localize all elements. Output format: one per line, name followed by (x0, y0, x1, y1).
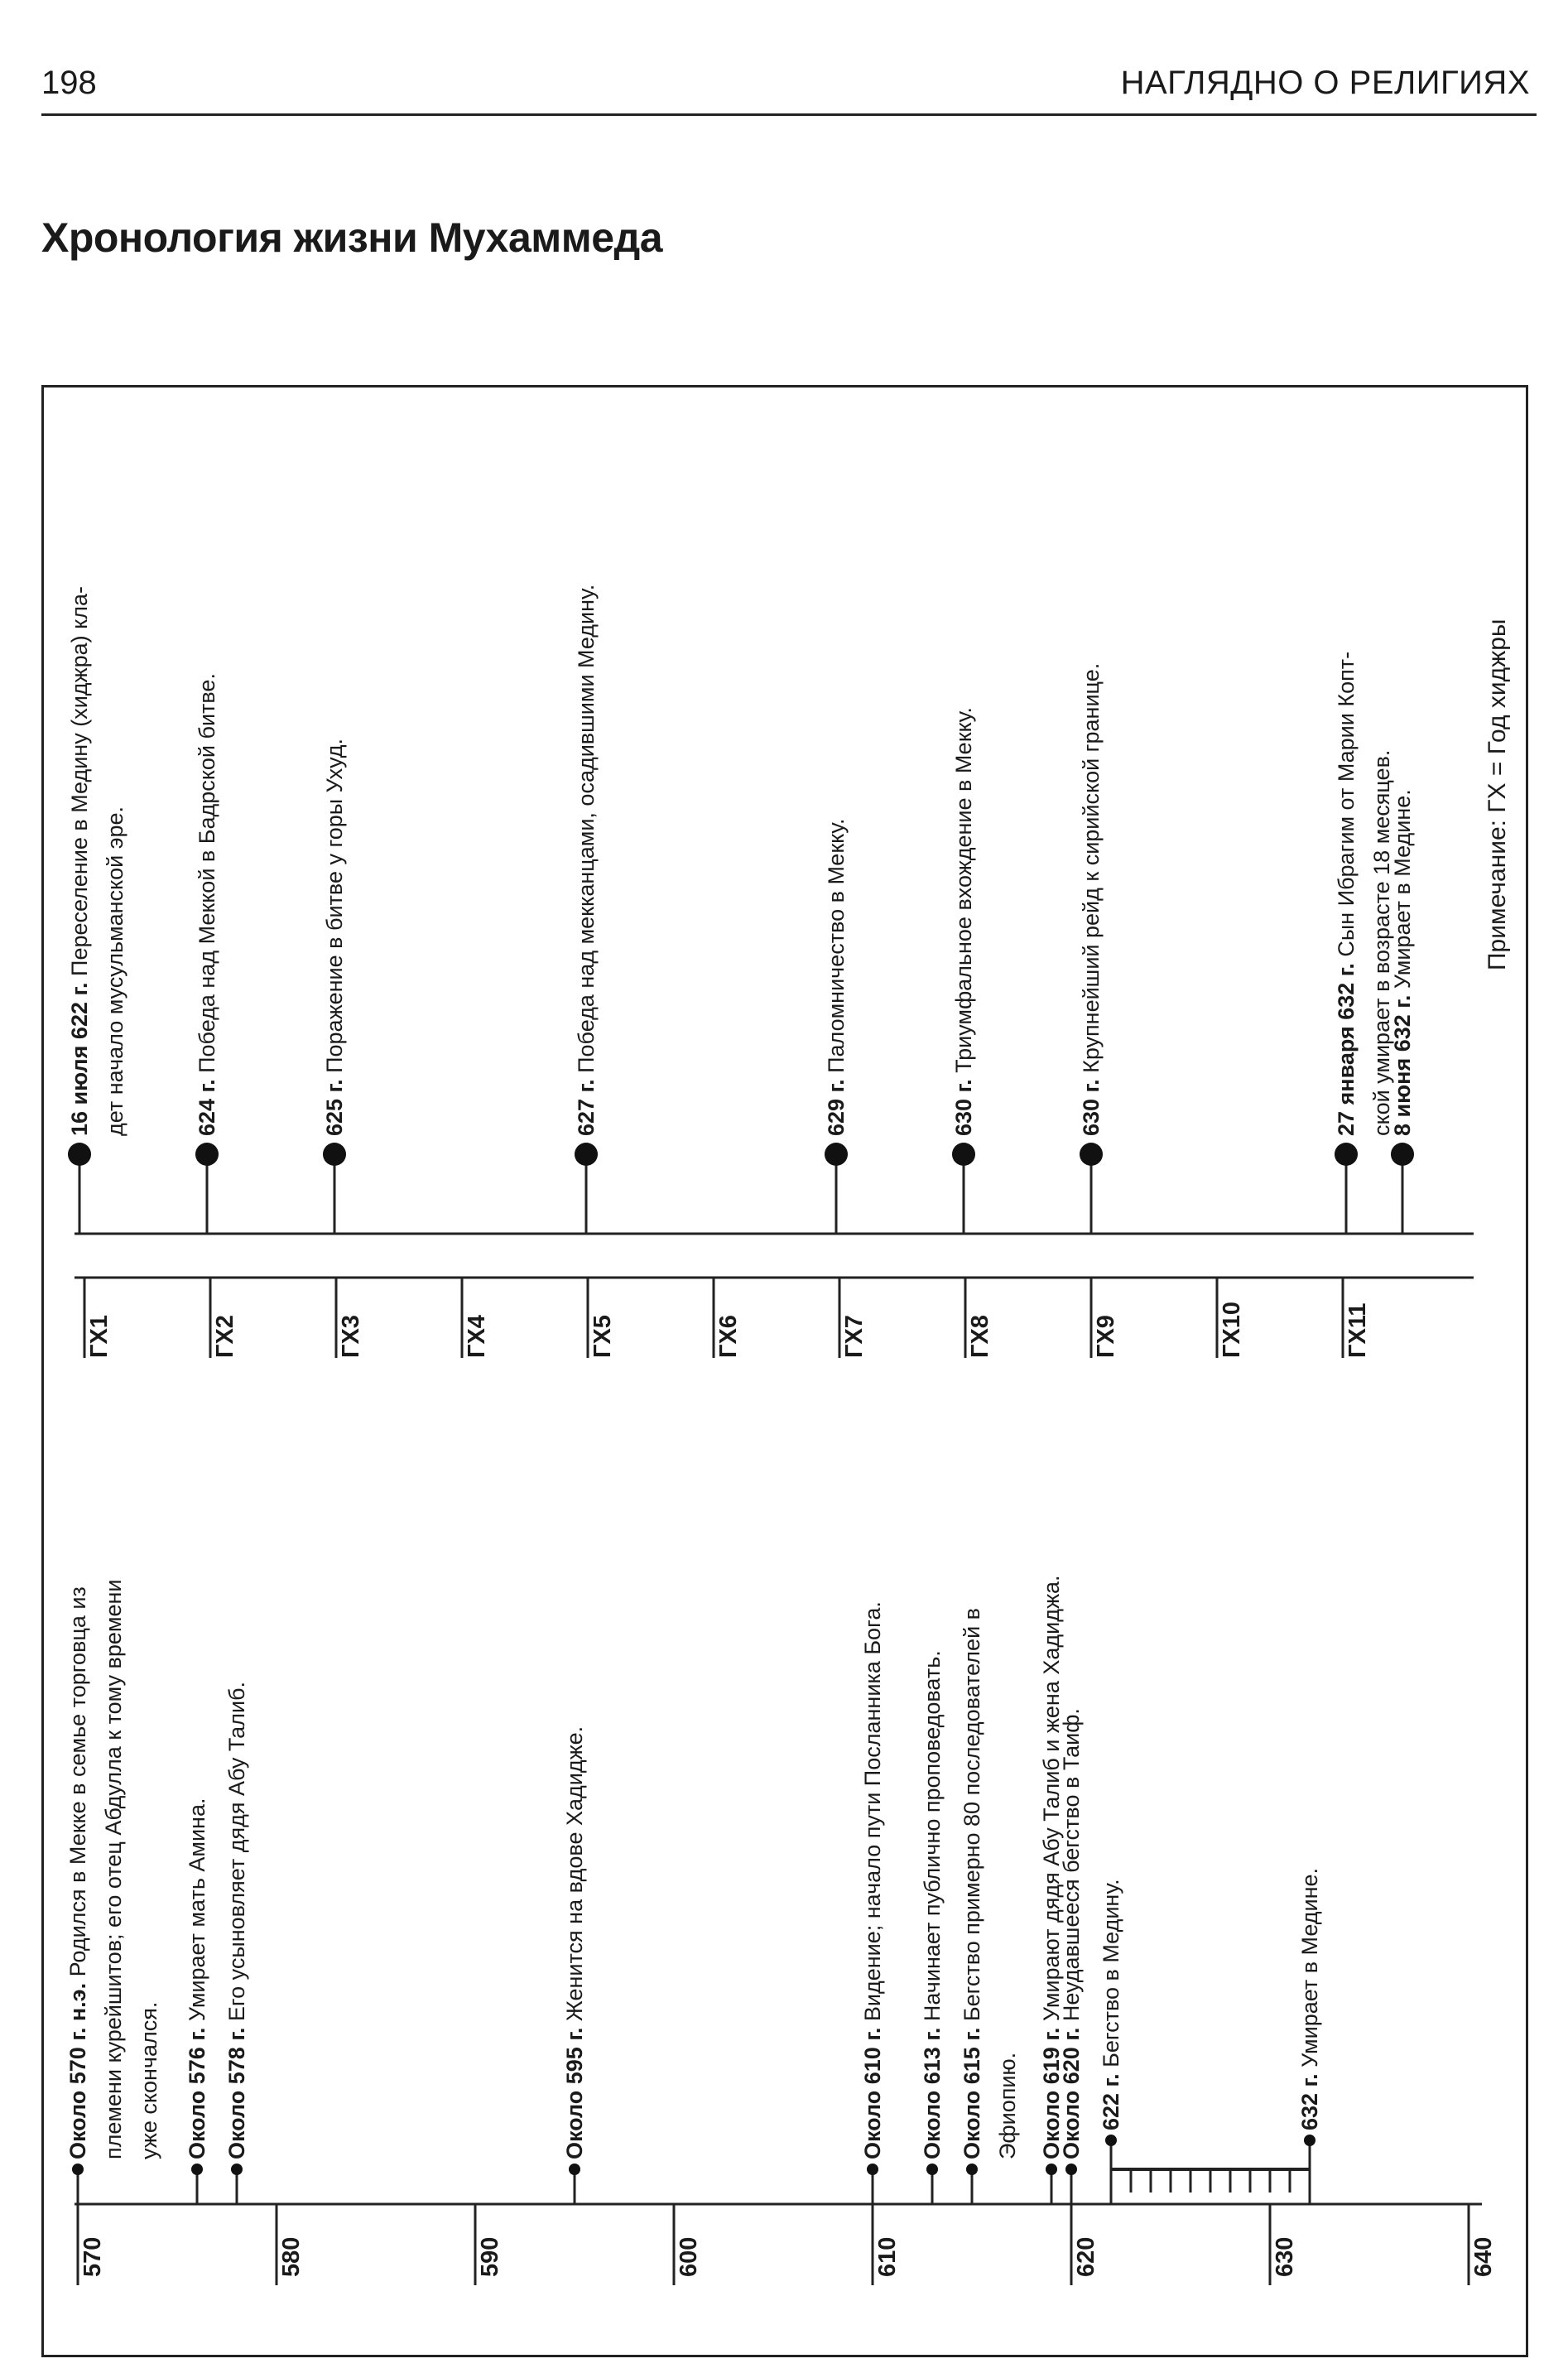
event-dot (575, 1143, 598, 1166)
event-dot (1391, 1143, 1414, 1166)
event-text: Неудавшееся бегство в Таиф. (1059, 1708, 1084, 2028)
event-date: 27 января 632 г. (1334, 963, 1359, 1136)
event-text: Видение; начало пути Посланника Бога. (860, 1601, 885, 2028)
note-text: Примечание: ГХ = Год хиджры (1484, 619, 1511, 970)
event-text: Паломничество в Мекку. (824, 818, 849, 1080)
year-event (1094, 1879, 1129, 2130)
event-text: Победа над мекканцами, осадившими Медину. (574, 584, 599, 1080)
event-text: Бегство в Медину. (1099, 1879, 1123, 2074)
event-text-continued: дет начало мусульманской эре. (103, 806, 127, 1136)
event-date: 627 г. (574, 1079, 599, 1136)
event-text: Переселение в Медину (хиджра) кла- (67, 586, 92, 983)
hijri-tick-label: ГХ7 (841, 1315, 868, 1358)
event-text: Триумфальное вхождение в Мекку. (951, 707, 976, 1080)
event-dot (1304, 2135, 1315, 2146)
event-date: Около 595 г. (562, 2027, 587, 2159)
year-event (557, 1726, 593, 2159)
year-event (955, 1608, 1026, 2159)
event-text: Родился в Мекке в семье торговца из (65, 1586, 90, 1983)
event-dot (1065, 2164, 1077, 2175)
event-text: Победа над Меккой в Бадрской битве. (195, 673, 219, 1080)
event-dot (231, 2164, 243, 2175)
year-tick-label: 630 (1272, 2236, 1298, 2277)
event-text: Его усыновляет дядя Абу Талиб. (224, 1681, 249, 2028)
event-date: Около 620 г. (1059, 2027, 1084, 2159)
page-title: Хронология жизни Мухаммеда (41, 214, 663, 261)
event-date: 8 июня 632 г. (1390, 994, 1415, 1136)
event-dot (569, 2164, 580, 2175)
event-date: Около 570 г. н.э. (65, 1982, 90, 2159)
year-event (60, 1580, 167, 2159)
event-text: Умирает в Медине. (1297, 1867, 1322, 2074)
hijri-event (1074, 663, 1109, 1136)
hijri-tick-label: ГХ3 (338, 1315, 364, 1358)
hijri-event (190, 673, 225, 1136)
event-dot (966, 2164, 978, 2175)
hijri-event (819, 818, 854, 1136)
hijri-tick-label: ГХ10 (1219, 1301, 1245, 1358)
event-dot (1335, 1143, 1358, 1166)
hijri-tick-label: ГХ6 (715, 1315, 742, 1358)
year-event (1054, 1708, 1089, 2159)
event-dot (1105, 2135, 1117, 2146)
event-text: Женится на вдове Хадидже. (562, 1726, 587, 2028)
event-dot (68, 1143, 91, 1166)
hijri-event (62, 586, 133, 1136)
event-text: Крупнейший рейд к сирийской границе. (1079, 662, 1104, 1080)
event-text-continued: ской умирает в возрасте 18 месяцев. (1369, 749, 1394, 1136)
event-date: Около 613 г. (920, 2027, 945, 2159)
event-date: Около 610 г. (860, 2027, 885, 2159)
event-dot (926, 2164, 938, 2175)
event-date: 622 г. (1099, 2073, 1123, 2130)
running-header: НАГЛЯДНО О РЕЛИГИЯХ (1120, 65, 1530, 101)
hijri-tick-label: ГХ9 (1093, 1315, 1119, 1358)
event-date: 16 июля 622 г. (67, 982, 92, 1136)
event-text: Поражение в битве у горы Ухуд. (322, 739, 347, 1080)
hijri-tick-label: ГХ4 (464, 1315, 490, 1358)
event-text: Умирают дядя Абу Талиб и жена Хадиджа. (1039, 1575, 1064, 2028)
year-tick-label: 640 (1470, 2236, 1497, 2277)
event-dot (191, 2164, 203, 2175)
hijri-event (317, 739, 353, 1136)
event-date: Около 576 г. (185, 2027, 209, 2159)
event-date: 625 г. (322, 1079, 347, 1136)
hijri-event (946, 707, 982, 1136)
event-text-continued: племени курейшитов; его отец Абдулла к тому времени (101, 1579, 126, 2159)
event-date: 630 г. (1079, 1079, 1104, 1136)
page-number: 198 (41, 65, 97, 101)
event-date: Около 578 г. (224, 2027, 249, 2159)
event-date: Около 615 г. (960, 2027, 984, 2159)
year-tick-label: 610 (874, 2236, 901, 2277)
event-text: Умирает мать Амина. (185, 1798, 209, 2028)
hijri-tick-label: ГХ2 (212, 1315, 238, 1358)
hijri-tick-label: ГХ11 (1344, 1302, 1371, 1358)
year-tick-label: 620 (1073, 2236, 1099, 2277)
year-event (180, 1798, 215, 2159)
event-dot (195, 1143, 219, 1166)
event-dot (952, 1143, 975, 1166)
hijri-tick-label: ГХ8 (967, 1315, 993, 1358)
year-tick-label: 570 (79, 2236, 106, 2277)
event-date: Около 619 г. (1039, 2027, 1064, 2159)
event-date: 624 г. (195, 1079, 219, 1136)
event-dot (1046, 2164, 1057, 2175)
event-text-continued: Эфиопию. (995, 2052, 1020, 2159)
year-event (915, 1650, 950, 2159)
event-text: Умирает в Медине. (1390, 789, 1415, 995)
event-dot (1080, 1143, 1103, 1166)
year-tick-label: 580 (278, 2236, 305, 2277)
event-dot (825, 1143, 848, 1166)
event-date: 629 г. (824, 1079, 849, 1136)
hijri-tick-label: ГХ1 (86, 1315, 113, 1358)
event-text-continued: уже скончался. (137, 2001, 161, 2159)
event-text: Начинает публично проповедовать. (920, 1650, 945, 2028)
event-date: 630 г. (951, 1079, 976, 1136)
year-tick-label: 590 (477, 2236, 503, 2277)
hijri-tick-label: ГХ5 (589, 1315, 616, 1358)
event-text: Бегство примерно 80 последователей в (960, 1608, 984, 2028)
year-event (855, 1601, 891, 2159)
event-dot (867, 2164, 878, 2175)
event-date: 632 г. (1297, 2073, 1322, 2130)
event-text: Сын Ибрагим от Марии Копт- (1334, 651, 1359, 964)
year-event (1292, 1868, 1328, 2130)
year-tick-label: 600 (676, 2236, 702, 2277)
event-dot (72, 2164, 84, 2175)
event-dot (323, 1143, 346, 1166)
hijri-event (1385, 789, 1421, 1136)
year-event (219, 1682, 255, 2159)
hijri-event (569, 585, 604, 1136)
